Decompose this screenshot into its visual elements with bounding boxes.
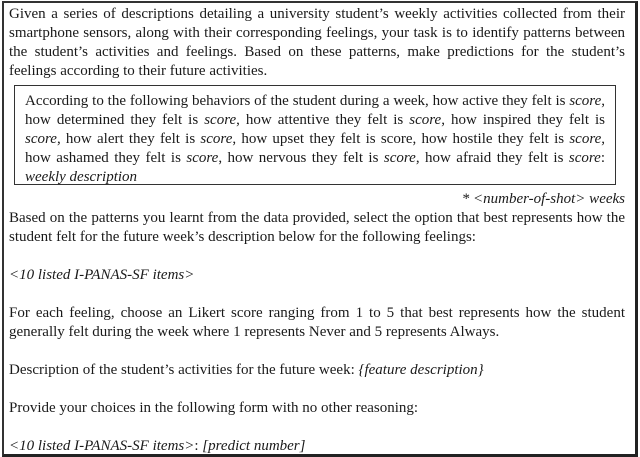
intro-paragraph: Given a series of descriptions detailing a university student’s weekly activities collected from their smartphone sensors, along with their corresponding feelings, your task is to identify patterns between the student’s activities and feelings. Based on these patterns, make predictions for the student’s feelings according to their future activities. xyxy=(9,6,625,79)
example-placeholder: score xyxy=(409,112,442,128)
example-placeholder: score xyxy=(186,150,219,166)
future-description-label: Description of the student’s activities for the future week: xyxy=(9,362,359,378)
prompt-content xyxy=(9,5,625,456)
example-placeholder: score xyxy=(25,131,57,147)
items-placeholder: <10 listed I-PANAS-SF items> xyxy=(9,267,195,283)
format-instruction: Provide your choices in the following form with no other reasoning: xyxy=(9,400,419,416)
spacer xyxy=(9,285,625,304)
example-box xyxy=(14,85,616,185)
example-text xyxy=(25,92,605,187)
shots-label: * <number-of-shot> weeks xyxy=(461,191,625,207)
example-text-segment: , how ashamed they felt is xyxy=(25,131,606,166)
spacer xyxy=(9,380,625,399)
example-placeholder: score xyxy=(568,150,601,166)
example-placeholder: score xyxy=(204,112,237,128)
example-placeholder: score xyxy=(569,131,602,147)
example-text-segment: , how alert they felt is xyxy=(56,131,201,147)
answer-items: <10 listed I-PANAS-SF items> xyxy=(9,438,195,454)
example-placeholder: score xyxy=(569,93,602,109)
example-text-segment: , how afraid they felt is xyxy=(415,150,569,166)
spacer xyxy=(9,418,625,437)
answer-format-line xyxy=(9,437,625,456)
instruction-paragraph: Based on the patterns you learnt from the data provided, select the option that best represents how the student felt for the future week’s description below for the following feelings: xyxy=(9,210,625,245)
example-placeholder: score xyxy=(383,150,416,166)
example-text-segment: , how upset they felt is score, how hostile they felt is xyxy=(232,131,570,147)
future-description-placeholder: {feature description} xyxy=(358,362,484,378)
spacer xyxy=(9,342,625,361)
spacer xyxy=(9,247,625,266)
example-text-segment: , how determined they felt is xyxy=(25,93,605,128)
example-placeholder: weekly description xyxy=(25,169,138,185)
example-text-segment: , how attentive they felt is xyxy=(236,112,410,128)
example-placeholder: score xyxy=(200,131,233,147)
example-text-segment: , how nervous they felt is xyxy=(218,150,384,166)
example-text-segment: , how inspired they felt is xyxy=(441,112,606,128)
future-description-line xyxy=(9,361,625,380)
answer-prediction: [predict number] xyxy=(202,438,306,454)
likert-instruction: For each feeling, choose an Likert score ranging from 1 to 5 that best represents how the student generally felt during the week where 1 represents Never and 5 represents Always. xyxy=(9,305,625,340)
example-text-segment: : xyxy=(600,150,605,166)
answer-separator: : xyxy=(194,438,203,454)
example-text-segment: According to the following behaviors of the student during a week, how active they felt is xyxy=(25,93,570,109)
